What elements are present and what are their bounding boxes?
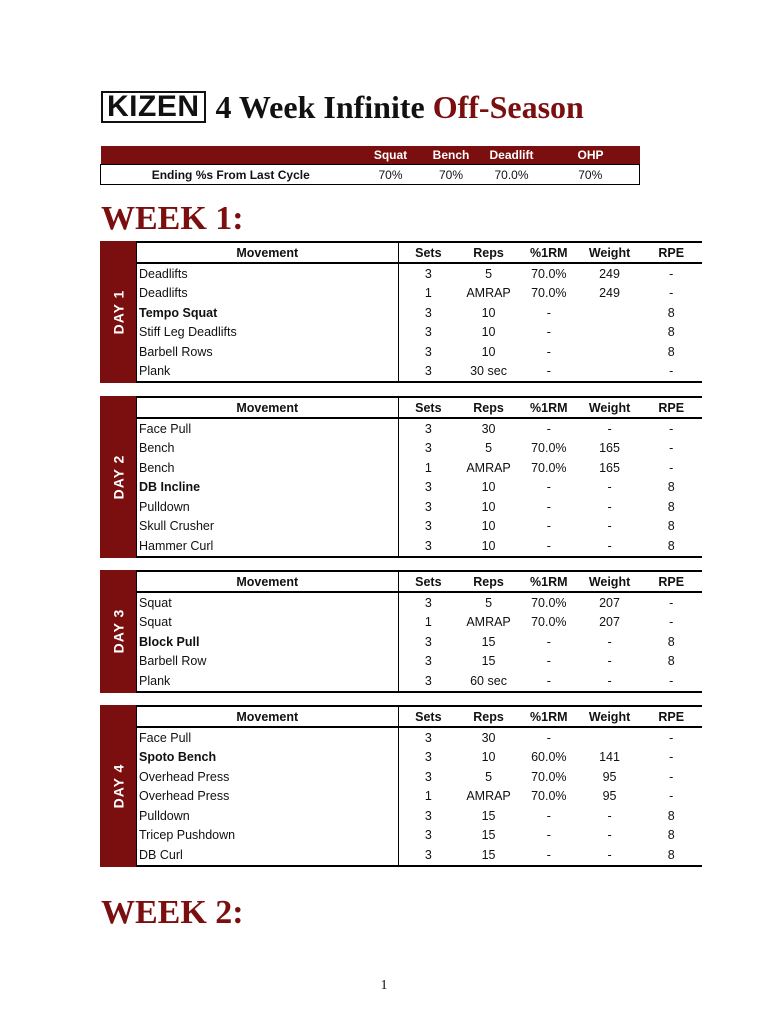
column-header: %1RM [519,571,579,592]
cell-rm: - [546,654,551,669]
table-row [137,439,703,459]
cell-rm: - [546,344,551,359]
cell-rpe: - [669,750,674,765]
column-header: Reps [458,706,519,727]
document-title [101,86,584,128]
column-header: Weight [579,571,641,592]
day-4-block [100,705,702,867]
cell-reps: 10 [481,519,496,534]
logo-text: KIZEN [107,90,200,123]
table-header-row [137,397,703,418]
ending-percentages-table [100,146,640,185]
cell-rm: 60.0% [531,750,567,765]
cell-rm: - [519,671,579,692]
cell-rm: - [546,305,551,320]
cell-rpe: 8 [667,499,675,514]
cell-sets: 3 [424,480,432,495]
cell-rm: 70.0% [531,286,567,301]
cell-rm: 70.0% [531,615,567,630]
cell-sets: 3 [424,421,432,436]
day-label: DAY 4 [110,763,127,809]
ending-label: Ending %s From Last Cycle [101,165,361,185]
cell-weight: 249 [599,286,620,301]
cell-sets: 3 [424,654,432,669]
cell-weight: - [607,654,612,669]
column-header: Movement [137,242,399,263]
cell-reps: 10 [481,344,496,359]
cell-rm: - [546,808,551,823]
table-row [137,632,703,652]
table-header-row [137,706,703,727]
cell-sets: 3 [424,634,432,649]
cell-movement: Deadlifts [137,263,399,284]
cell-rpe: - [669,789,674,804]
cell-reps: 30 sec [458,362,519,383]
table-row [137,497,703,517]
cell-reps: 15 [481,828,496,843]
cell-reps: 10 [481,480,496,495]
cell-reps: 10 [481,305,496,320]
cell-rpe: - [669,730,674,745]
cell-rpe: - [669,286,674,301]
cell-sets: 3 [424,595,432,610]
cell-movement: Pulldown [137,806,399,826]
cell-rpe: 8 [640,536,702,557]
cell-sets: 3 [424,750,432,765]
cell-rpe: 8 [667,305,675,320]
table-row [137,284,703,304]
cell-rm: 70.0% [531,789,567,804]
ending-value-bench: 70% [421,165,482,185]
cell-sets: 3 [398,671,458,692]
table-row [137,323,703,343]
cell-movement: Squat [137,592,399,613]
column-header: Movement [137,706,399,727]
day-label: DAY 1 [110,289,127,335]
cell-weight: 207 [599,615,620,630]
cell-weight: - [607,519,612,534]
table-row [137,478,703,498]
column-header: Sets [398,706,458,727]
cell-weight: - [579,845,641,866]
column-header: Weight [579,242,641,263]
ending-col-bench: Bench [421,146,482,165]
cell-movement: Face Pull [137,418,399,439]
table-row [137,727,703,748]
cell-sets: 3 [424,519,432,534]
ending-value-ohp: 70% [542,165,640,185]
column-header: RPE [640,706,702,727]
cell-reps: AMRAP [466,460,511,475]
ending-col-deadlift: Deadlift [482,146,542,165]
cell-rpe: 8 [667,344,675,359]
cell-rm: - [546,634,551,649]
cell-weight: 165 [599,441,620,456]
page-number: 1 [380,978,388,993]
cell-sets: 3 [398,845,458,866]
column-header: RPE [640,571,702,592]
cell-movement: Plank [137,671,399,692]
day-1-block [100,241,702,383]
cell-reps: 15 [458,845,519,866]
cell-weight: 95 [602,789,617,804]
column-header: Sets [398,397,458,418]
kizen-logo [101,91,206,123]
cell-reps: 15 [481,808,496,823]
cell-sets: 1 [424,789,432,804]
cell-reps: AMRAP [466,286,511,301]
table-row [137,418,703,439]
cell-sets: 3 [424,305,432,320]
cell-rpe: 8 [667,654,675,669]
cell-rpe: - [669,769,674,784]
column-header: Sets [398,571,458,592]
table-row [137,592,703,613]
table-row [137,517,703,537]
table-row [137,458,703,478]
cell-movement: Spoto Bench [137,748,399,768]
table-row [137,767,703,787]
cell-weight: 141 [599,750,620,765]
cell-reps: AMRAP [466,789,511,804]
cell-movement: Tempo Squat [137,303,399,323]
column-header: %1RM [519,397,579,418]
column-header: Weight [579,397,641,418]
cell-weight: 207 [599,595,620,610]
cell-sets: 3 [424,730,432,745]
cell-rpe: 8 [667,325,675,340]
week-1-heading: WEEK 1: [101,200,244,237]
table-row [137,806,703,826]
cell-reps: 5 [485,595,493,610]
cell-rm: 70.0% [531,595,567,610]
cell-sets: 3 [424,344,432,359]
title-accent: Off-Season [432,88,584,125]
cell-reps: AMRAP [466,615,511,630]
cell-rm: - [546,325,551,340]
cell-movement: Bench [137,458,399,478]
cell-weight: 249 [599,266,620,281]
cell-weight: - [579,671,641,692]
cell-rpe: - [669,441,674,456]
cell-weight: - [607,634,612,649]
table-header-row [137,242,703,263]
day-3-block [100,570,702,693]
column-header: Movement [137,571,399,592]
cell-rm: 70.0% [531,441,567,456]
cell-reps: 15 [481,634,496,649]
cell-weight: 95 [602,769,617,784]
ending-value-row [101,165,640,185]
workout-table [136,396,702,558]
cell-rm: 70.0% [531,460,567,475]
table-row [137,536,703,557]
ending-col-squat: Squat [361,146,421,165]
cell-sets: 1 [424,615,432,630]
column-header: Sets [398,242,458,263]
column-header: Reps [458,571,519,592]
cell-weight: - [607,421,612,436]
cell-sets: 3 [398,362,458,383]
table-row [137,748,703,768]
cell-reps: 15 [481,654,496,669]
cell-movement: DB Incline [137,478,399,498]
table-row [137,652,703,672]
cell-rm: 70.0% [531,266,567,281]
cell-sets: 3 [424,325,432,340]
cell-sets: 3 [424,441,432,456]
table-row [137,826,703,846]
cell-weight [579,362,641,383]
cell-sets: 1 [424,286,432,301]
column-header: %1RM [519,706,579,727]
cell-sets: 3 [424,499,432,514]
column-header: RPE [640,242,702,263]
cell-reps: 30 [481,730,496,745]
cell-reps: 10 [458,536,519,557]
cell-rpe: 8 [667,480,675,495]
cell-movement: Deadlifts [137,284,399,304]
cell-rm: - [546,730,551,745]
ending-header-row [101,146,640,165]
day-tab [100,396,136,558]
cell-movement: Overhead Press [137,787,399,807]
cell-rm: 70.0% [531,769,567,784]
table-row [137,263,703,284]
cell-rm: - [519,362,579,383]
cell-sets: 3 [398,536,458,557]
cell-rpe: - [640,362,702,383]
cell-movement: Barbell Row [137,652,399,672]
cell-weight: - [579,536,641,557]
table-row [137,362,703,383]
day-tab [100,241,136,383]
table-row [137,613,703,633]
cell-rm: - [519,536,579,557]
cell-rpe: - [669,460,674,475]
cell-rpe: - [640,671,702,692]
workout-table [136,241,702,383]
cell-rm: - [546,499,551,514]
cell-rpe: 8 [640,845,702,866]
cell-reps: 5 [485,769,493,784]
column-header: %1RM [519,242,579,263]
ending-col-ohp: OHP [542,146,640,165]
cell-movement: Block Pull [137,632,399,652]
cell-weight [579,727,641,748]
workout-table [136,705,702,867]
cell-rm: - [546,519,551,534]
cell-weight [579,323,641,343]
cell-rpe: - [669,615,674,630]
cell-reps: 10 [481,499,496,514]
cell-rpe: 8 [667,634,675,649]
day-tab [100,705,136,867]
cell-rpe: - [669,421,674,436]
column-header: RPE [640,397,702,418]
table-row [137,787,703,807]
cell-weight [579,303,641,323]
day-tab [100,570,136,693]
cell-weight: 165 [599,460,620,475]
cell-rm: - [519,845,579,866]
column-header: Movement [137,397,399,418]
table-row [137,342,703,362]
column-header: Weight [579,706,641,727]
cell-movement: Skull Crusher [137,517,399,537]
cell-movement: Pulldown [137,497,399,517]
ending-value-squat: 70% [361,165,421,185]
cell-movement: Face Pull [137,727,399,748]
cell-sets: 3 [424,769,432,784]
cell-movement: Squat [137,613,399,633]
page-title [216,89,584,126]
cell-movement: Overhead Press [137,767,399,787]
cell-rpe: - [669,595,674,610]
cell-movement: Stiff Leg Deadlifts [137,323,399,343]
cell-sets: 3 [424,808,432,823]
cell-rpe: 8 [667,828,675,843]
cell-movement: Barbell Rows [137,342,399,362]
ending-value-deadlift: 70.0% [482,165,542,185]
cell-rpe: 8 [667,519,675,534]
cell-rm: - [546,421,551,436]
cell-rpe: - [669,266,674,281]
table-row [137,303,703,323]
title-main: 4 Week Infinite [215,88,433,125]
cell-rm: - [546,828,551,843]
cell-sets: 3 [424,266,432,281]
cell-weight: - [607,480,612,495]
day-label: DAY 3 [110,608,127,654]
cell-sets: 1 [424,460,432,475]
cell-weight: - [607,828,612,843]
ending-header-blank [101,146,361,165]
workout-table [136,570,702,693]
cell-sets: 3 [424,828,432,843]
table-row [137,845,703,866]
cell-reps: 5 [485,441,493,456]
cell-rpe: 8 [667,808,675,823]
cell-reps: 10 [481,750,496,765]
week-2-heading: WEEK 2: [101,894,244,931]
cell-weight: - [607,808,612,823]
cell-movement: Plank [137,362,399,383]
table-header-row [137,571,703,592]
cell-movement: DB Curl [137,845,399,866]
day-label: DAY 2 [110,454,127,500]
column-header: Reps [458,242,519,263]
cell-movement: Bench [137,439,399,459]
cell-reps: 5 [485,266,493,281]
cell-reps: 60 sec [458,671,519,692]
column-header: Reps [458,397,519,418]
cell-rm: - [546,480,551,495]
cell-reps: 10 [481,325,496,340]
cell-weight [579,342,641,362]
cell-weight: - [607,499,612,514]
day-2-block [100,396,702,558]
cell-movement: Hammer Curl [137,536,399,557]
cell-reps: 30 [481,421,496,436]
cell-movement: Tricep Pushdown [137,826,399,846]
table-row [137,671,703,692]
